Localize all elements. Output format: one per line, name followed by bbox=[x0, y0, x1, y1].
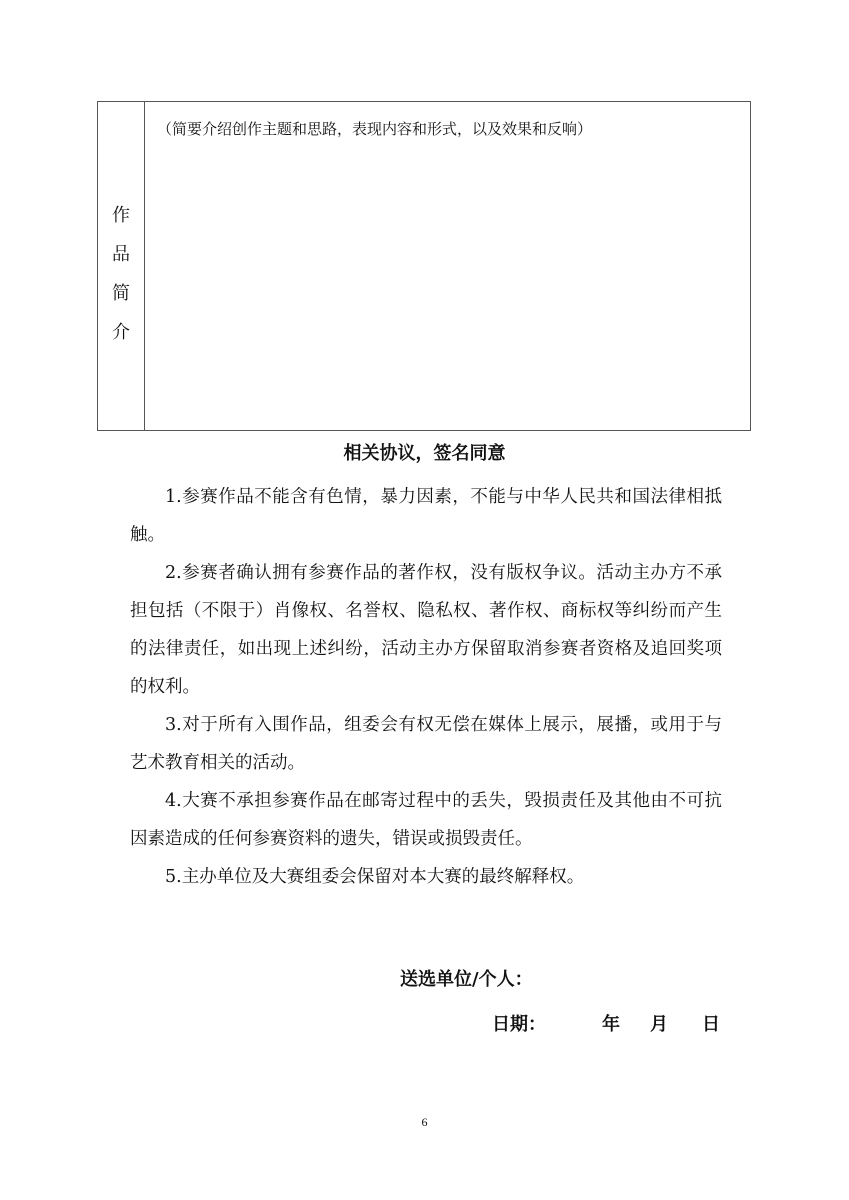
label-char: 品 bbox=[112, 244, 130, 265]
agreement-clauses bbox=[130, 478, 722, 896]
work-intro-hint: （简要介绍创作主题和思路，表现内容和形式，以及效果和反响） bbox=[157, 120, 593, 138]
label-char: 作 bbox=[112, 205, 130, 226]
agreement-clause: 2.参赛者确认拥有参赛作品的著作权，没有版权争议。活动主办方不承担包括（不限于）肖像权、名誉权、隐私权、著作权、商标权等纠纷而产生的法律责任，如出现上述纠纷，活动主办方保留取消参赛者资格及追回奖项的权利。 bbox=[130, 563, 722, 697]
work-intro-label bbox=[98, 102, 145, 430]
agreement-clause: 1.参赛作品不能含有色情，暴力因素，不能与中华人民共和国法律相抵触。 bbox=[130, 487, 722, 545]
agreement-clause: 3.对于所有入围作品，组委会有权无偿在媒体上展示，展播，或用于与艺术教育相关的活动。 bbox=[130, 715, 722, 773]
agreement-title: 相关协议，签名同意 bbox=[343, 443, 506, 464]
page-number: 6 bbox=[421, 1115, 428, 1129]
month-label: 月 bbox=[650, 1014, 668, 1035]
agreement-clause: 5.主办单位及大赛组委会保留对本大赛的最终解释权。 bbox=[165, 867, 585, 887]
date-label: 日期： bbox=[492, 1014, 546, 1035]
agreement-clause: 4.大赛不承担参赛作品在邮寄过程中的丢失，毁损责任及其他由不可抗因素造成的任何参赛资料的遗失，错误或损毁责任。 bbox=[130, 791, 722, 849]
label-char: 介 bbox=[112, 322, 130, 343]
work-intro-table bbox=[97, 101, 751, 431]
work-intro-field[interactable] bbox=[145, 102, 750, 430]
year-label: 年 bbox=[602, 1014, 620, 1035]
sender-label: 送选单位/个人： bbox=[400, 969, 533, 990]
day-label: 日 bbox=[702, 1014, 720, 1035]
label-char: 简 bbox=[112, 283, 130, 304]
